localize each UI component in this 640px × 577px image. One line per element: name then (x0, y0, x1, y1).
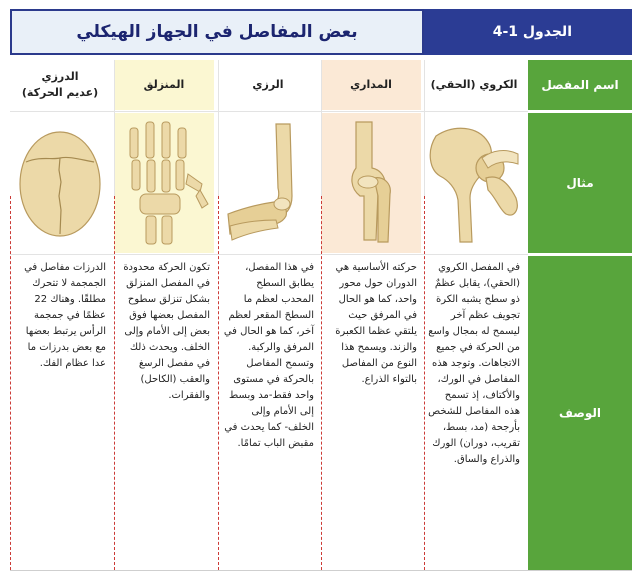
column-ball-socket (424, 60, 524, 570)
table-title-bar (10, 9, 424, 55)
joint-name: المنزلق (143, 78, 185, 91)
hand-bones-icon (116, 118, 212, 248)
column-header (321, 60, 421, 110)
column-header (114, 60, 214, 110)
column-header (10, 60, 110, 110)
joint-description: تكون الحركة محدودة في المفصل المنزلق بشكل تنزلق سطوح المفصل بعضها فوق بعض إلى الأمام وإلى الخلف. ويحدث ذلك في مفصل الرسغ والعقب (الكاحل) والفقرات. (123, 262, 210, 401)
example-image (218, 113, 318, 253)
row-label-description-text: الوصف (558, 406, 602, 420)
description-cell (14, 260, 106, 566)
example-image (114, 113, 214, 253)
table-id-badge (424, 9, 632, 55)
skull-icon (12, 118, 108, 248)
row-label-joint-name-text: اسم المفصل (541, 78, 619, 92)
joint-description: في المفصل الكروي (الحقي)، يقابل عظمٌ ذو سطح يشبه الكرة تجويف عظم آخر ليسمح له بمجال واسع من الحركة في جميع الاتجاهات. وتوجد هذه المفاصل في الورك، والأكتاف، إذ تسمح هذه المفاصل للشخص بأرجحة (مد، بسط، تقريب، دوران) الورك والذراع والساق. (428, 262, 520, 465)
column-header (424, 60, 524, 110)
joint-description: حركته الأساسية هي الدوران حول محور واحد، كما هو الحال في المرفق حيث يلتقي عظما الكعبرة والزند. ويسمح هذا النوع من المفاصل بالتواء الذراع. (335, 262, 417, 385)
elbow-hinge-icon (220, 118, 316, 248)
row-label-description (528, 256, 632, 570)
column-divider-dashed (321, 196, 322, 570)
row-label-joint-name (528, 60, 632, 110)
joint-name: المداري (350, 78, 392, 91)
column-divider-dashed (10, 196, 11, 570)
joint-name: الرزي (252, 78, 284, 91)
column-divider (321, 60, 322, 196)
joint-subname: (عديم الحركة) (21, 86, 99, 99)
column-hinge (218, 60, 318, 570)
table-title: بعض المفاصل في الجهاز الهيكلي (76, 22, 358, 42)
hip-joint-icon (426, 118, 522, 248)
joint-description: الدرزات مفاصل في الجمجمة لا تتحرك مطلقًا. وهناك 22 عظمًا في جمجمة الرأس يرتبط بعضها مع بعض بدرزات ما عدا عظام الفك. (24, 262, 106, 369)
description-cell (222, 260, 314, 566)
example-image (10, 113, 110, 253)
row-divider (10, 111, 528, 112)
joint-description: في هذا المفصل، يطابق السطح المحدب لعظم ما السطحَ المقعر لعظم آخر، كما هو الحال في المرفق والركبة. وتسمح المفاصل بالحركة في مستوى واحد فقط-مد وبسط إلى الأمام وإلى الخلف- كما يحدث في مقبض الباب تمامًا. (223, 262, 314, 449)
column-divider-dashed (218, 196, 219, 570)
description-cell (325, 260, 417, 566)
example-image (321, 113, 421, 253)
example-image (424, 113, 524, 253)
column-divider (218, 60, 219, 196)
column-suture (10, 60, 110, 570)
joint-name: الدرزي (41, 70, 79, 83)
description-cell (428, 260, 520, 566)
column-divider-dashed (424, 196, 425, 570)
table-bottom-border (10, 570, 632, 571)
column-pivot (321, 60, 421, 570)
column-divider (114, 60, 115, 196)
column-divider-dashed (114, 196, 115, 570)
row-label-example (528, 113, 632, 253)
table-id: الجدول 1-4 (492, 24, 572, 40)
joint-name: الكروي (الحقي) (430, 78, 518, 91)
column-divider (424, 60, 425, 196)
row-divider (10, 254, 528, 255)
description-cell (118, 260, 210, 566)
column-header (218, 60, 318, 110)
row-label-example-text: مثال (566, 176, 594, 190)
column-gliding (114, 60, 214, 570)
elbow-pivot-icon (326, 118, 416, 248)
